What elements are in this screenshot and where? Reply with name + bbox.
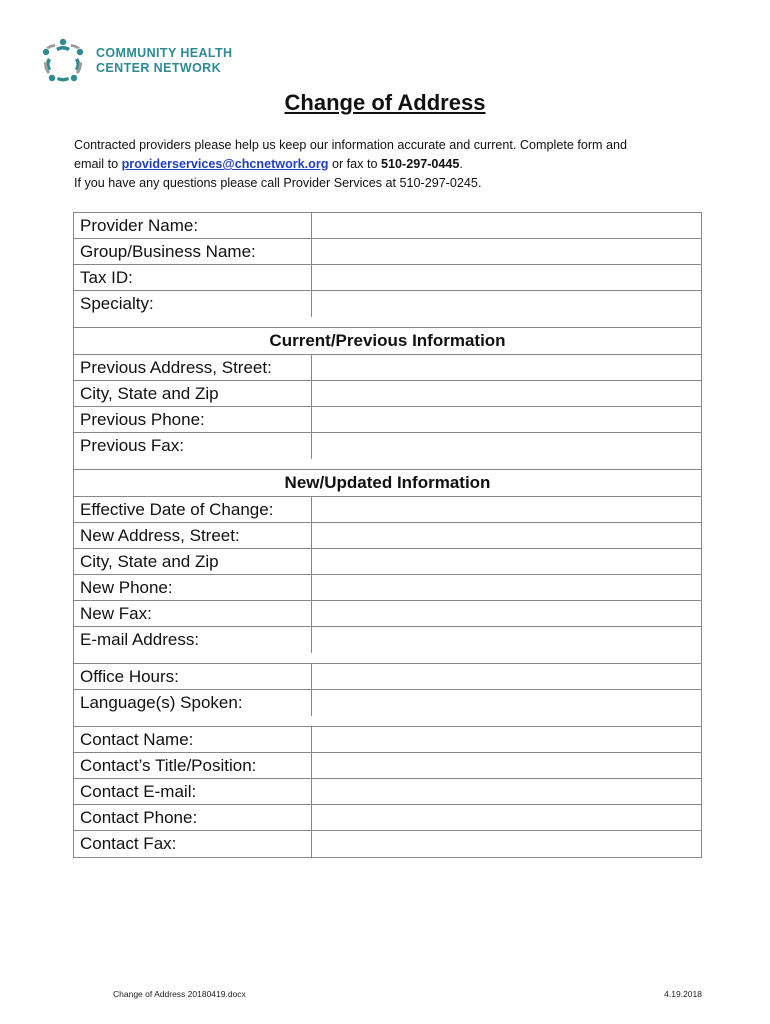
- email-link[interactable]: providerservices@chcnetwork.org: [121, 157, 329, 171]
- logo: [38, 34, 232, 88]
- field-label: Contact E-mail:: [74, 779, 312, 804]
- form-row: [74, 355, 701, 381]
- form-row: [74, 601, 701, 627]
- current-section: [74, 355, 701, 459]
- intro-line-3: If you have any questions please call Provider Services at 510-297-0245.: [74, 176, 482, 190]
- spacer-row: [74, 459, 701, 470]
- form-row: [74, 575, 701, 601]
- form-row: [74, 381, 701, 407]
- field-label: New Address, Street:: [74, 523, 312, 548]
- form-row: [74, 753, 701, 779]
- field-label: Previous Address, Street:: [74, 355, 312, 380]
- field-value-cell[interactable]: [312, 627, 701, 653]
- field-label: Previous Fax:: [74, 433, 312, 459]
- field-label: E-mail Address:: [74, 627, 312, 653]
- footer-filename: Change of Address 20180419.docx: [113, 989, 246, 999]
- form-row: [74, 523, 701, 549]
- field-value-cell[interactable]: [312, 690, 701, 716]
- people-circle-logo-icon: [38, 36, 88, 86]
- spacer-row: [74, 317, 701, 328]
- new-info-header: New/Updated Information: [74, 470, 701, 497]
- logo-line-1: COMMUNITY HEALTH: [96, 46, 233, 60]
- field-label: Effective Date of Change:: [74, 497, 312, 522]
- field-value-cell[interactable]: [312, 213, 701, 238]
- field-label: Group/Business Name:: [74, 239, 312, 264]
- fax-number: 510-297-0445: [380, 157, 460, 171]
- office-section: [74, 664, 701, 716]
- field-value-cell[interactable]: [312, 265, 701, 290]
- form-row: [74, 497, 701, 523]
- current-info-header: Current/Previous Information: [74, 328, 701, 355]
- field-label: Contact Phone:: [74, 805, 312, 830]
- page-title: Change of Address: [284, 90, 486, 115]
- logo-text: [96, 46, 232, 76]
- field-value-cell[interactable]: [312, 523, 701, 548]
- field-value-cell[interactable]: [312, 239, 701, 264]
- fax-suffix: .: [459, 157, 463, 171]
- form-row: [74, 407, 701, 433]
- footer-date: 4.19.2018: [664, 989, 702, 999]
- field-value-cell[interactable]: [312, 355, 701, 380]
- intro-line-1: Contracted providers please help us keep our information accurate and current. Complete form and: [74, 138, 628, 152]
- form-row: [74, 627, 701, 653]
- form-row: [74, 433, 701, 459]
- field-label: Specialty:: [74, 291, 312, 317]
- field-label: City, State and Zip: [74, 381, 312, 406]
- field-value-cell[interactable]: [312, 601, 701, 626]
- form-row: [74, 291, 701, 317]
- field-value-cell[interactable]: [312, 753, 701, 778]
- field-label: Office Hours:: [74, 664, 312, 689]
- field-label: Tax ID:: [74, 265, 312, 290]
- intro-text: [74, 136, 714, 193]
- form-row: [74, 779, 701, 805]
- field-label: Contact Name:: [74, 727, 312, 752]
- spacer-row: [74, 716, 701, 727]
- field-label: Provider Name:: [74, 213, 312, 238]
- logo-line-2: CENTER NETWORK: [96, 61, 222, 75]
- field-value-cell[interactable]: [312, 664, 701, 689]
- form-row: [74, 549, 701, 575]
- field-label: Contact Fax:: [74, 831, 312, 857]
- field-value-cell[interactable]: [312, 291, 701, 317]
- form-row: [74, 831, 701, 857]
- field-value-cell[interactable]: [312, 407, 701, 432]
- form-row: [74, 664, 701, 690]
- field-value-cell[interactable]: [312, 381, 701, 406]
- spacer-row: [74, 653, 701, 664]
- email-prefix: email to: [74, 157, 122, 171]
- fax-prefix: or fax to: [328, 157, 381, 171]
- field-value-cell[interactable]: [312, 575, 701, 600]
- field-label: New Phone:: [74, 575, 312, 600]
- form-row: [74, 239, 701, 265]
- form-row: [74, 727, 701, 753]
- field-value-cell[interactable]: [312, 549, 701, 574]
- field-value-cell[interactable]: [312, 805, 701, 830]
- form-row: [74, 265, 701, 291]
- provider-section: [74, 213, 701, 317]
- form-row: [74, 213, 701, 239]
- field-value-cell[interactable]: [312, 497, 701, 522]
- field-label: Previous Phone:: [74, 407, 312, 432]
- field-label: City, State and Zip: [74, 549, 312, 574]
- contact-section: [74, 727, 701, 857]
- form-row: [74, 805, 701, 831]
- field-value-cell[interactable]: [312, 433, 701, 459]
- field-label: New Fax:: [74, 601, 312, 626]
- field-label: Contact’s Title/Position:: [74, 753, 312, 778]
- new-section: [74, 497, 701, 653]
- form-row: [74, 690, 701, 716]
- intro-line-2: [74, 155, 714, 174]
- field-label: Language(s) Spoken:: [74, 690, 312, 716]
- field-value-cell[interactable]: [312, 831, 701, 857]
- change-of-address-form: [73, 212, 702, 858]
- field-value-cell[interactable]: [312, 727, 701, 752]
- field-value-cell[interactable]: [312, 779, 701, 804]
